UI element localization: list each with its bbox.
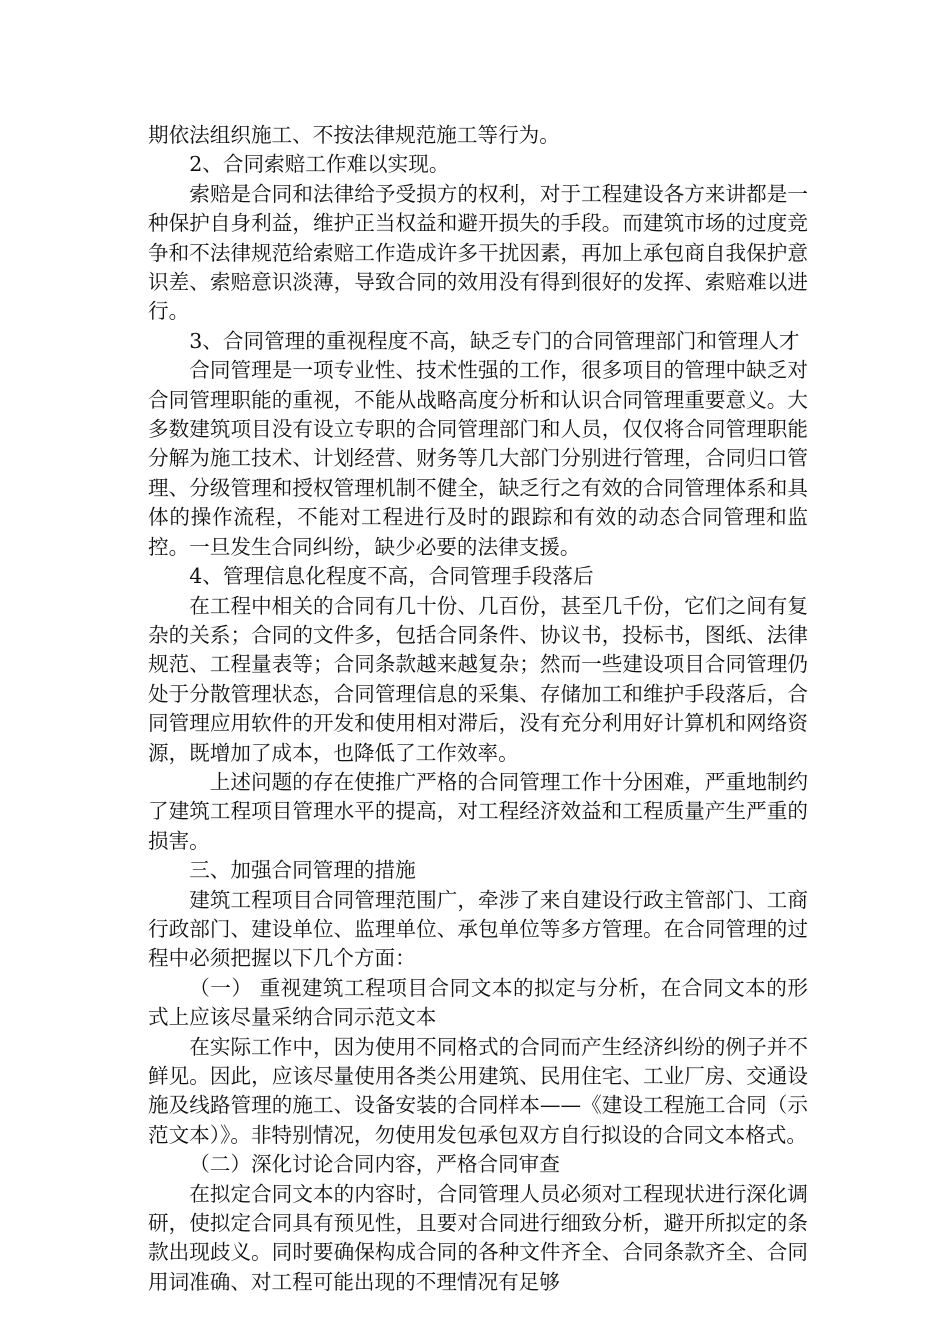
paragraph-summary: 上述问题的存在使推广严格的合同管理工作十分困难，严重地制约了建筑工程项目管理水平的提高，对工程经济效益和工程质量产生严重的损害。 (148, 769, 808, 853)
paragraph-continuation: 期依法组织施工、不按法律规范施工等行为。 (148, 123, 560, 147)
paragraph-informatization: 在工程中相关的合同有几十份、几百份，甚至几千份，它们之间有复杂的关系；合同的文件多，包括合同条件、协议书，投标书，图纸、法律规范、工程量表等；合同条款越来越复杂；然而一些建设项目合同管理仍处于分散管理状态，合同管理信息的采集、存储加工和维护手段落后，合同管理应用软件的开发和使用相对滞后，没有充分利用好计算机和网络资源，既增加了成本，也降低了工作效率。 (148, 593, 808, 765)
paragraph-measures-intro: 建筑工程项目合同管理范围广，牵涉了来自建设行政主管部门、工商行政部门、建设单位、监理单位、承包单位等多方管理。在合同管理的过程中必须把握以下几个方面： (148, 887, 808, 971)
paragraph-measure-2: 在拟定合同文本的内容时，合同管理人员必须对工程现状进行深化调研，使拟定合同具有预见性，且要对合同进行细致分析，避开所拟定的条款出现歧义。同时要确保构成合同的各种文件齐全、合同条款齐全、合同用词准确、对工程可能出现的不理情况有足够 (148, 1181, 808, 1294)
subheading-measure-2: （二）深化讨论合同内容，严格合同审查 (189, 1152, 560, 1177)
paragraph-measure-1: 在实际工作中，因为使用不同格式的合同而产生经济纠纷的例子并不鲜见。因此，应该尽量使用各类公用建筑、民用住宅、工业厂房、交通设施及线路管理的施工、设备安装的合同样本——《建设工程施工合同（示范文本）》。非特别情况，勿使用发包承包双方自行拟设的合同文本格式。 (148, 1034, 808, 1147)
subheading-attention: 3、合同管理的重视程度不高，缺乏专门的合同管理部门和管理人才 (189, 328, 800, 353)
section-heading-measures: 三、加强合同管理的措施 (189, 858, 416, 883)
subheading-claims: 2、合同索赔工作难以实现。 (189, 152, 450, 177)
paragraph-attention: 合同管理是一项专业性、技术性强的工作，很多项目的管理中缺乏对合同管理职能的重视，不能从战略高度分析和认识合同管理重要意义。大多数建筑项目没有设立专职的合同管理部门和人员，仅仅将合同管理职能分解为施工技术、计划经营、财务等几大部门分别进行管理，合同归口管理、分级管理和授权管理机制不健全，缺乏行之有效的合同管理体系和具体的操作流程，不能对工程进行及时的跟踪和有效的动态合同管理和监控。一旦发生合同纠纷，缺少必要的法律支援。 (148, 358, 808, 559)
paragraph-claims: 索赔是合同和法律给予受损方的权利，对于工程建设各方来讲都是一种保护自身利益，维护正当权益和避开损失的手段。而建筑市场的过度竞争和不法律规范给索赔工作造成许多干扰因素，再加上承包商自我保护意识差、索赔意识淡薄，导致合同的效用没有得到很好的发挥、索赔难以进行。 (148, 181, 808, 324)
subheading-informatization: 4、管理信息化程度不高，合同管理手段落后 (189, 564, 594, 589)
subheading-measure-1: （一） 重视建筑工程项目合同文本的拟定与分析，在合同文本的形式上应该尽量采纳合同示范文本 (148, 975, 808, 1030)
document-body (148, 121, 808, 1297)
